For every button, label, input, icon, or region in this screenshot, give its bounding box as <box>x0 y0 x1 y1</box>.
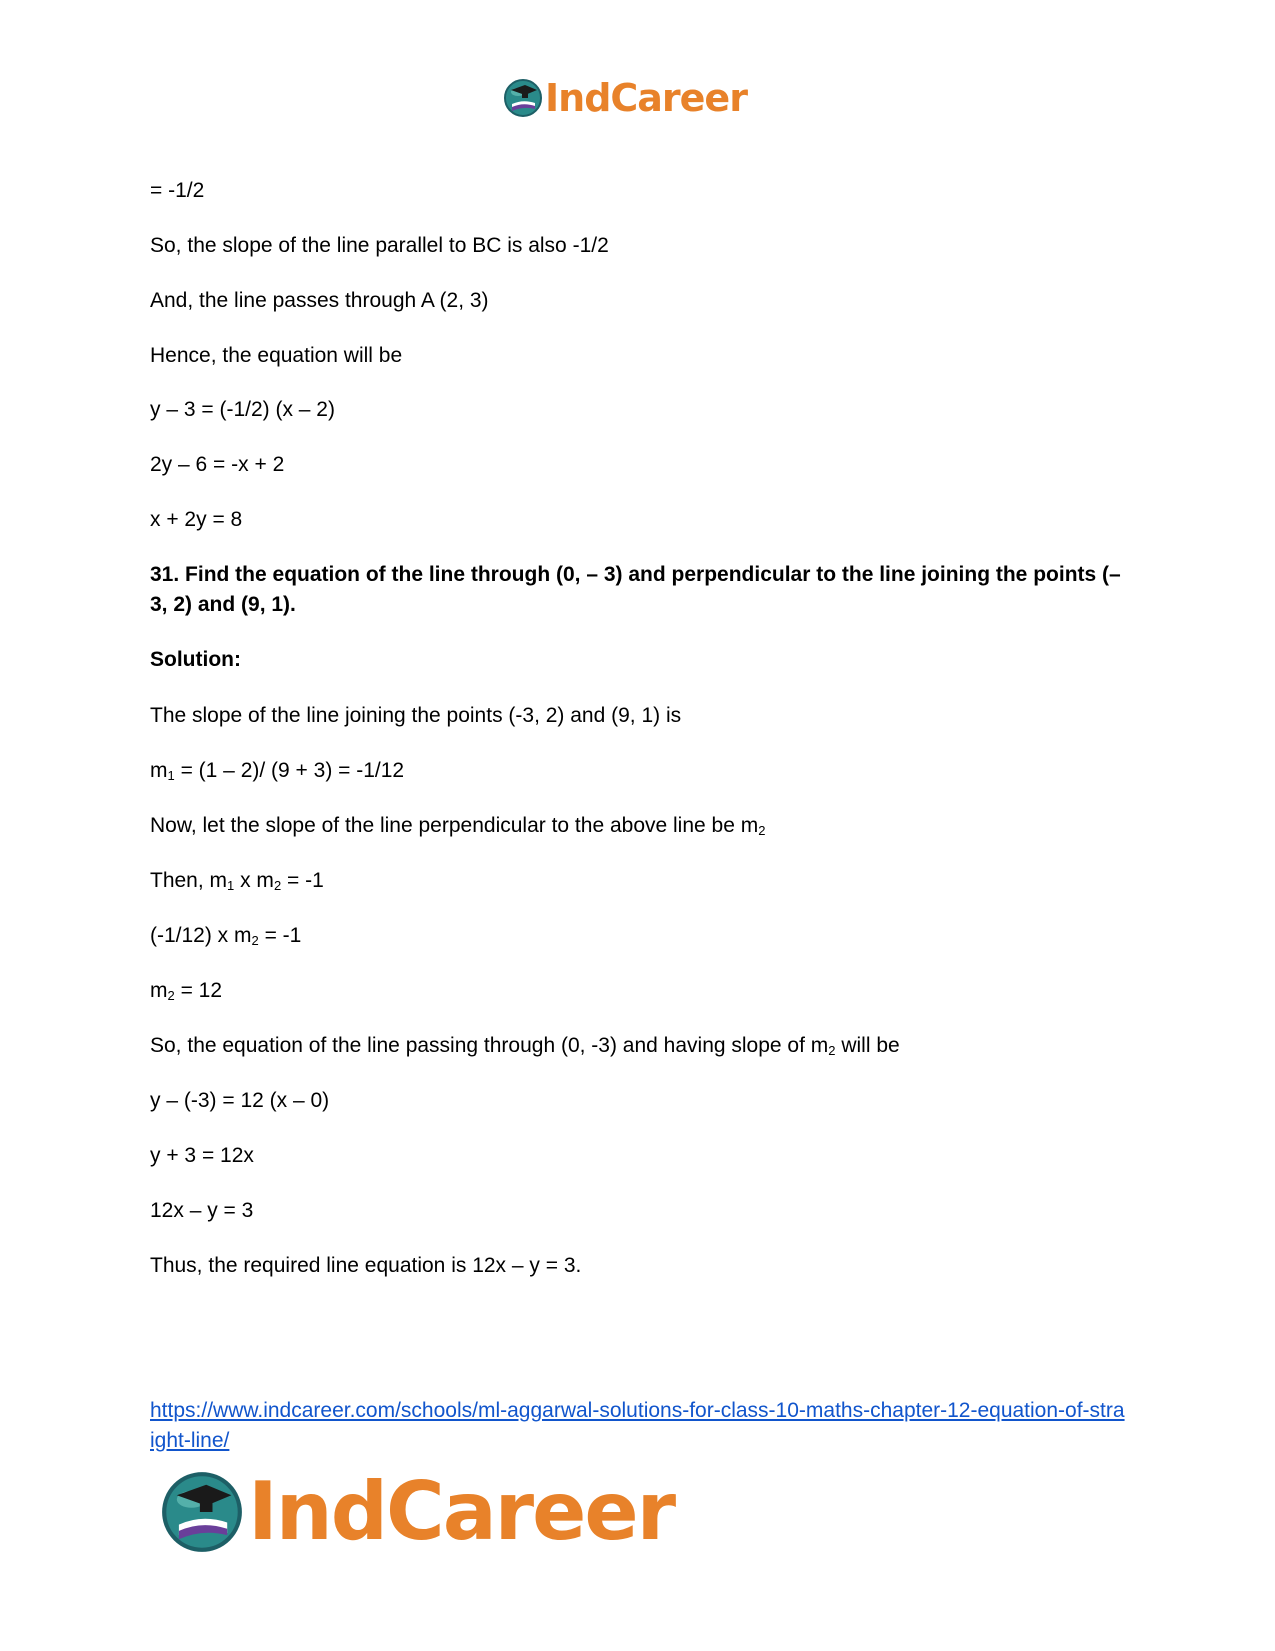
text-line: Hence, the equation will be <box>150 344 403 367</box>
equation-line: y – (-3) = 12 (x – 0) <box>150 1089 330 1112</box>
equation-line <box>150 756 404 786</box>
subscript: 2 <box>273 878 282 893</box>
subscript: 2 <box>758 823 766 838</box>
math-expr: will be <box>835 1034 900 1057</box>
subscript: 2 <box>251 933 259 948</box>
equation-line <box>150 976 222 1006</box>
subscript: 2 <box>167 988 175 1003</box>
indcareer-logo-footer <box>160 1465 675 1558</box>
math-expr: Now, let the slope of the line perpendicular to the above line be m <box>150 814 759 837</box>
subscript: 1 <box>227 878 235 893</box>
math-expr: = (1 – 2)/ (9 + 3) = -1/12 <box>174 759 405 782</box>
globe-book-icon <box>160 1470 244 1554</box>
equation-line: y + 3 = 12x <box>150 1144 254 1167</box>
equation-line <box>150 866 324 896</box>
math-expr: = -1 <box>258 924 302 947</box>
logo-text: IndCareer <box>248 1465 675 1558</box>
math-expr: = 12 <box>174 979 223 1002</box>
equation-line <box>150 921 301 951</box>
source-url-link[interactable]: https://www.indcareer.com/schools/ml-aggarwal-solutions-for-class-10-maths-chapter-12-equation-of-straight-line/ <box>150 1399 1125 1452</box>
text-line <box>150 811 765 841</box>
math-var: m <box>150 979 168 1002</box>
math-expr: (-1/12) x m <box>150 924 252 947</box>
text-line: = -1/2 <box>150 179 205 202</box>
conclusion-line: Thus, the required line equation is 12x – y = 3. <box>150 1254 582 1277</box>
equation-line: 12x – y = 3 <box>150 1199 254 1222</box>
logo-text: IndCareer <box>545 76 747 120</box>
equation-line: x + 2y = 8 <box>150 508 243 531</box>
equation-line: 2y – 6 = -x + 2 <box>150 453 285 476</box>
math-expr: x m <box>234 869 274 892</box>
subscript: 2 <box>828 1043 836 1058</box>
math-expr: So, the equation of the line passing through (0, -3) and having slope of m <box>150 1034 829 1057</box>
text-line: And, the line passes through A (2, 3) <box>150 289 489 312</box>
math-var: m <box>150 759 168 782</box>
text-line: So, the slope of the line parallel to BC is also -1/2 <box>150 234 609 257</box>
indcareer-logo-header <box>503 78 747 118</box>
question-heading: 31. Find the equation of the line through (0, – 3) and perpendicular to the line joining the points (– 3, 2) and (9, 1). <box>150 563 1121 616</box>
text-line <box>150 1031 900 1061</box>
equation-line: y – 3 = (-1/2) (x – 2) <box>150 398 335 421</box>
globe-book-icon <box>503 78 543 118</box>
text-line: The slope of the line joining the points (-3, 2) and (9, 1) is <box>150 704 682 727</box>
math-expr: Then, m <box>150 869 228 892</box>
solution-label: Solution: <box>150 648 241 671</box>
subscript: 1 <box>167 768 175 783</box>
math-expr: = -1 <box>281 869 324 892</box>
